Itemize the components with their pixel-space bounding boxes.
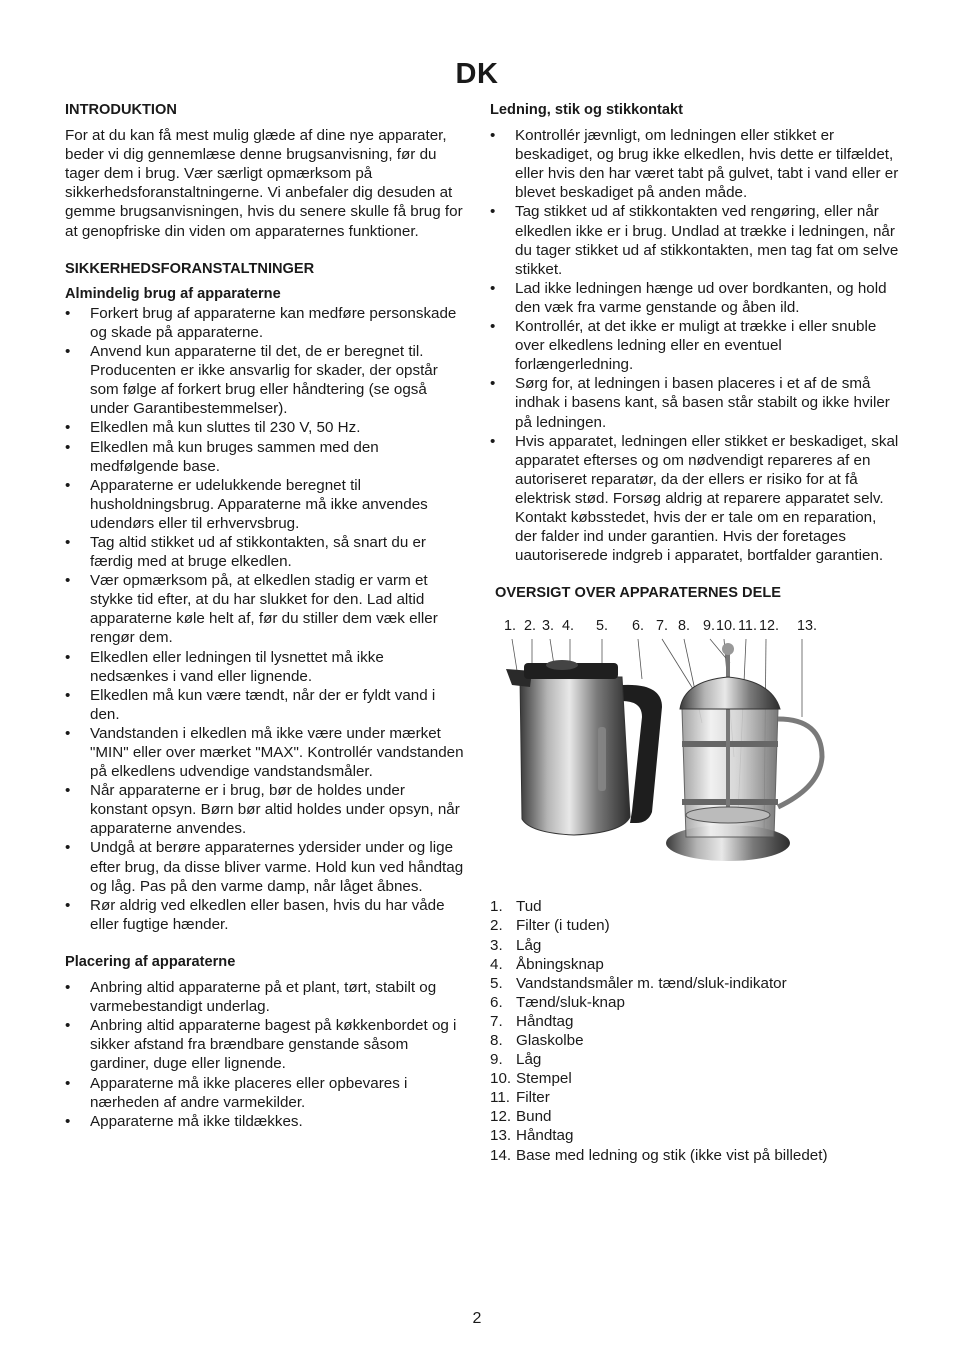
list-item: • Anvend kun apparaterne til det, de er beregnet til. Producenten er ikke ansvarlig for skader, der opstår som følge af forkert brug eller håndtering (se også under Garantibestemmelser). — [65, 342, 465, 418]
list-item: • Anbring altid apparaterne bagest på køkkenbordet og i sikker afstand fra brændbare genstande såsom gardiner, duge eller lignende. — [65, 1016, 465, 1073]
list-item: • Elkedlen eller ledningen til lysnettet må ikke nedsænkes i vand eller lignende. — [65, 648, 465, 686]
placement-heading: Placering af apparaterne — [65, 953, 236, 970]
list-item: 5. Vandstandsmåler m. tænd/sluk-indikator — [490, 974, 787, 992]
appliance-figure — [502, 617, 832, 879]
callout-label: 2. — [524, 618, 537, 635]
left-column — [65, 101, 465, 1131]
list-item: 12. Bund — [490, 1108, 552, 1126]
callout-label: 11. — [738, 618, 757, 635]
list-item: 8. Glaskolbe — [490, 1032, 584, 1049]
safety-heading: SIKKERHEDSFORANSTALTNINGER — [65, 260, 315, 277]
callout-label: 10. — [716, 618, 737, 635]
cord-list — [490, 126, 900, 565]
list-item: • Lad ikke ledningen hænge ud over bordkanten, og hold den væk fra varme genstande og åben ild. — [490, 279, 900, 317]
callout-label: 7. — [656, 618, 669, 635]
list-item: • Anbring altid apparaterne på et plant, tørt, stabilt og varmebestandigt underlag. — [65, 978, 465, 1016]
intro-heading: INTRODUKTION — [65, 102, 177, 118]
list-item: 3. Låg — [490, 936, 542, 954]
list-item: • Sørg for, at ledningen i basen placeres i et af de små indhak i basens kant, så basen står stabilt og ikke hviler på ledningen. — [490, 374, 900, 431]
list-item: • Tag stikket ud af stikkontakten ved rengøring, eller når elkedlen ikke er i brug. Undlad at trække i ledningen, når du tager stikket ud af stikkontakten, men tag fat om selve stikket. — [490, 202, 900, 278]
callout-label: 1. — [504, 618, 517, 635]
list-item: • Apparaterne må ikke placeres eller opbevares i nærheden af andre varmekilder. — [65, 1074, 465, 1112]
list-item: 4. Åbningsknap — [490, 955, 604, 973]
callout-label: 3. — [542, 618, 555, 635]
placement-list — [65, 978, 465, 1131]
list-item: • Undgå at berøre apparaternes ydersider under og lige efter brug, da disse bliver varme. Hold kun ved håndtag og låg. Pas på den varme damp, når låget åbnes. — [65, 838, 465, 895]
list-item: 1. Tud — [490, 898, 542, 916]
list-item: 11. Filter — [490, 1089, 550, 1107]
list-item: • Apparaterne må ikke tildækkes. — [65, 1112, 465, 1131]
list-item: 10. Stempel — [490, 1070, 572, 1088]
parts-heading: OVERSIGT OVER APPARATERNES DELE — [495, 585, 781, 602]
list-item: • Elkedlen må kun bruges sammen med den medfølgende base. — [65, 438, 465, 476]
list-item: • Rør aldrig ved elkedlen eller basen, hvis du har våde eller fugtige hænder. — [65, 896, 465, 934]
list-item: • Forkert brug af apparaterne kan medføre personskade og skade på apparaterne. — [65, 304, 465, 342]
list-item: 6. Tænd/sluk-knap — [490, 993, 625, 1011]
list-item: 7. Håndtag — [490, 1012, 574, 1030]
list-item: • Vandstanden i elkedlen må ikke være under mærket "MIN" eller over mærket "MAX". Kontrollér vandstanden på elkedlens udvendige vandstandsmåler. — [65, 724, 465, 781]
list-item: 13. Håndtag — [490, 1127, 574, 1145]
list-item: • Når apparaterne er i brug, bør de holdes under konstant opsyn. Børn bør altid holdes under opsyn, når apparaterne anvendes. — [65, 781, 465, 838]
page-number: 2 — [472, 1310, 482, 1327]
list-item: • Vær opmærksom på, at elkedlen stadig er varm et stykke tid efter, at du har slukket for den. Lad altid apparaterne køle helt af, før du stiller dem væk eller rengør dem. — [65, 571, 465, 647]
callout-label: 4. — [562, 618, 575, 635]
language-header: DK — [455, 58, 499, 90]
callout-label: 5. — [596, 618, 609, 635]
callout-label: 8. — [678, 618, 691, 635]
list-item: 9. Låg — [490, 1051, 542, 1069]
cord-heading: Ledning, stik og stikkontakt — [490, 102, 683, 118]
list-item: • Hvis apparatet, ledningen eller stikket er beskadiget, skal apparatet efterses og om nødvendigt repareres af en autoriseret reparatør, da der ellers er risiko for at få elektrisk stød. Forsøg aldrig at reparere apparatet selv. Kontakt købsstedet, hvis der er tale om en reparation, der falder ind under garantien. Hvis der foretages uautoriserede indgreb i apparatet, bortfalder garantien. — [490, 432, 900, 566]
list-item: • Apparaterne er udelukkende beregnet til husholdningsbrug. Apparaterne må ikke anvendes udendørs eller til erhvervsbrug. — [65, 476, 465, 533]
list-item: • Elkedlen må kun sluttes til 230 V, 50 Hz. — [65, 418, 465, 437]
list-item: • Elkedlen må kun være tændt, når der er fyldt vand i den. — [65, 686, 465, 724]
right-column — [490, 101, 900, 1165]
list-item: • Tag altid stikket ud af stikkontakten, så snart du er færdig med at bruge elkedlen. — [65, 533, 465, 571]
general-use-list — [65, 304, 465, 934]
callout-label: 6. — [632, 618, 645, 635]
list-item: • Kontrollér jævnligt, om ledningen eller stikket er beskadiget, og brug ikke elkedlen, hvis dette er tilfældet, eller hvis den har været tabt på gulvet, tabt i vand eller er blevet beskadiget på anden måde. — [490, 126, 900, 202]
parts-list — [490, 897, 900, 1164]
list-item: 14. Base med ledning og stik (ikke vist på billedet) — [490, 1146, 828, 1164]
kettle-and-coffee-press-illustration — [502, 637, 832, 877]
callout-label: 9. — [703, 618, 716, 635]
list-item: • Kontrollér, at det ikke er muligt at trække i eller snuble over elkedlens ledning eller en eventuel forlængerledning. — [490, 317, 900, 374]
callout-label: 13. — [797, 618, 818, 635]
general-use-heading: Almindelig brug af apparaterne — [65, 285, 281, 302]
intro-paragraph: For at du kan få mest mulig glæde af dine nye apparater, beder vi dig gennemlæse denne brugsanvisning, før du tager dem i brug. Vær særligt opmærksom på sikkerhedsforanstaltningerne. Vi anbefaler dig desuden at gemme brugsanvisningen, hvis du senere skulle få brug for at genopfriske din viden om apparaternes funktioner. — [65, 127, 463, 240]
callout-label: 12. — [759, 618, 780, 635]
list-item: 2. Filter (i tuden) — [490, 917, 610, 935]
